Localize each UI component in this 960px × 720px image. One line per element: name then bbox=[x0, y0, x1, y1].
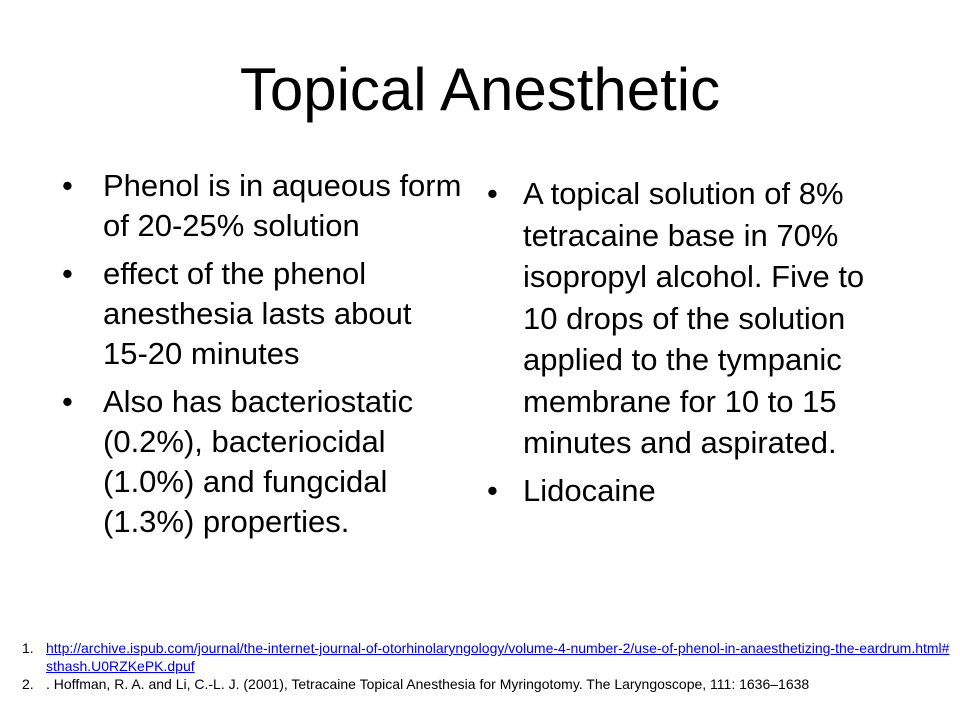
left-bullet-list bbox=[62, 166, 462, 550]
reference-text: . Hoffman, R. A. and Li, C.-L. J. (2001), Tetracaine Topical Anesthesia for Myringotomy. The Laryngoscope, 111: 1636–1638 bbox=[46, 676, 810, 692]
right-bullet-list bbox=[487, 173, 897, 517]
bullet-item bbox=[487, 470, 897, 512]
bullet-text: A topical solution of 8% tetracaine base in 70% isopropyl alcohol. Five to 10 drops of the solution applied to the tympanic membrane for 10 to 15 minutes and aspirated. bbox=[523, 176, 865, 460]
references-list bbox=[12, 639, 952, 693]
reference-number: 1. bbox=[22, 640, 34, 656]
bullet-dot: • bbox=[62, 168, 73, 203]
bullet-item bbox=[487, 173, 897, 464]
bullet-item bbox=[62, 166, 462, 246]
bullet-item bbox=[62, 382, 462, 542]
bullet-text: Phenol is in aqueous form of 20-25% solution bbox=[103, 168, 462, 243]
bullet-text: Also has bacteriostatic (0.2%), bacteriocidal (1.0%) and fungcidal (1.3%) properties. bbox=[103, 384, 414, 539]
slide-title: Topical Anesthetic bbox=[239, 56, 721, 123]
bullet-dot: • bbox=[487, 472, 498, 508]
bullet-item bbox=[62, 254, 462, 374]
bullet-dot: • bbox=[62, 256, 73, 291]
bullet-text: Lidocaine bbox=[523, 472, 656, 508]
reference-number: 2. bbox=[22, 676, 34, 692]
bullet-text: effect of the phenol anesthesia lasts about 15-20 minutes bbox=[103, 256, 412, 371]
bullet-dot: • bbox=[487, 176, 498, 211]
reference-item bbox=[12, 639, 952, 675]
bullet-dot: • bbox=[62, 384, 73, 419]
reference-item bbox=[12, 675, 952, 693]
reference-link[interactable]: http://archive.ispub.com/journal/the-internet-journal-of-otorhinolaryngology/volume-4-number-2/use-of-phenol-in-anaesthetizing-the-eardrum.html#sthash.U0RZKePK.dpuf bbox=[46, 640, 950, 674]
